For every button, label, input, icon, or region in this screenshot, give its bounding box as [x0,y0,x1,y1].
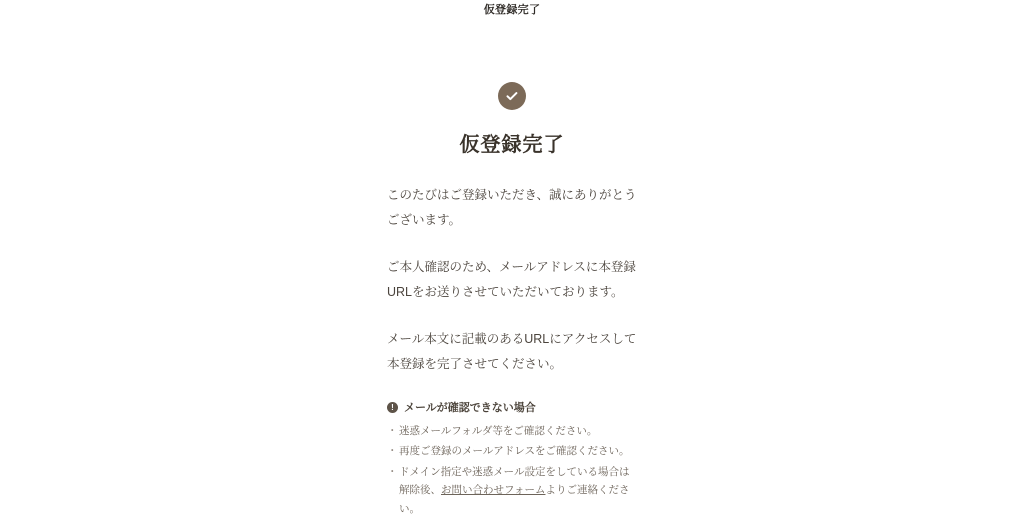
intro-paragraph-2: ご本人確認のため、メールアドレスに本登録URLをお送りさせていただいております。 [387,260,636,299]
status-icon-wrap [387,82,637,110]
check-circle-icon [498,82,526,110]
list-item: ・ 迷惑メールフォルダ等をご確認ください。 [387,422,637,440]
intro-paragraph-3: メール本文に記載のあるURLにアクセスして本登録を完了させてください。 [387,332,637,371]
list-item: ・ 再度ご登録のメールアドレスをご確認ください。 [387,442,637,460]
main-content [387,18,637,518]
info-icon: ! [387,402,398,413]
list-item: ・ ドメイン指定や迷惑メール設定をしている場合は解除後、お問い合わせフォームよりご連絡ください。 [387,463,637,518]
window-title-bar [0,0,1024,18]
window-title: 仮登録完了 [483,4,541,16]
page-title: 仮登録完了 [459,134,565,156]
intro-paragraph-1: このたびはご登録いただき、誠にありがとうございます。 [387,188,637,227]
notice-header [387,399,637,415]
notice-list [387,422,637,518]
mail-not-received-notice [387,399,637,518]
notice-title: メールが確認できない場合 [404,402,536,414]
contact-form-link[interactable]: お問い合わせフォーム [441,484,546,497]
